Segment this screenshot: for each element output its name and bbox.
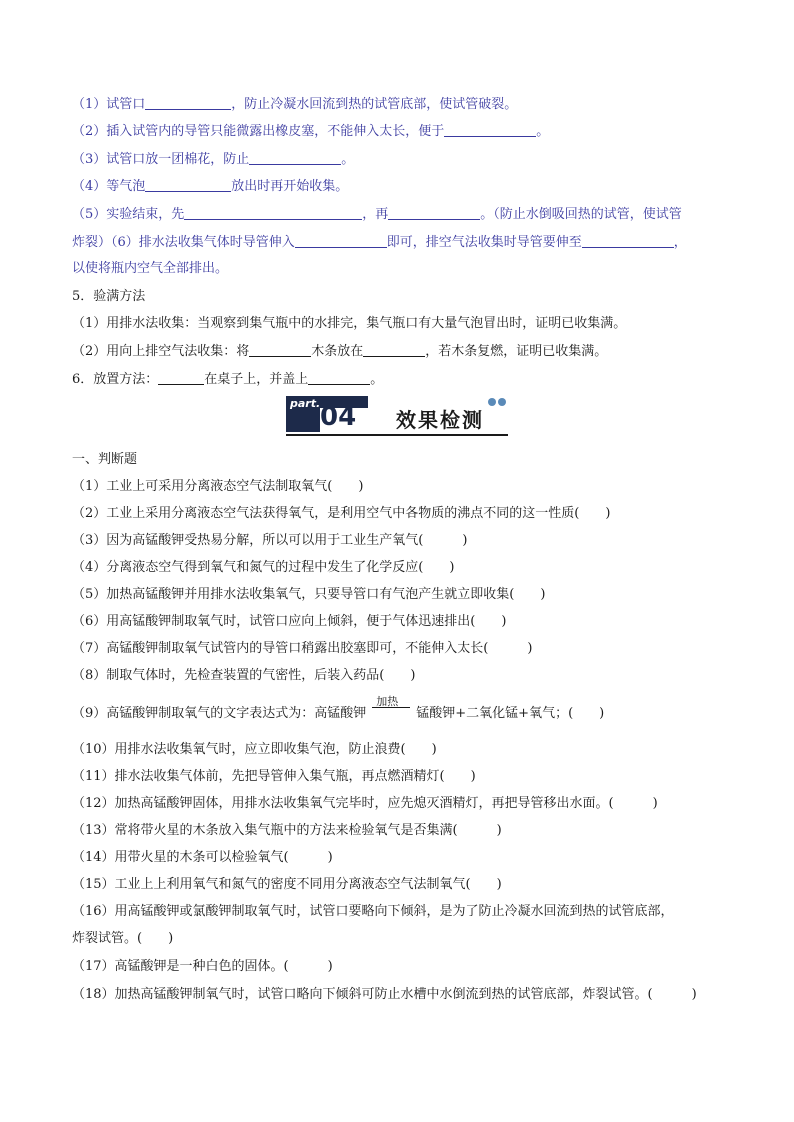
quiz-item: （4）分离液态空气得到氧气和氮气的过程中发生了化学反应( ) xyxy=(72,560,455,575)
review-line-4 xyxy=(72,177,348,196)
text: 即可，排空气法收集时导管要伸至 xyxy=(386,235,582,250)
quiz-item-16-a: （16）用高锰酸钾或氯酸钾制取氧气时，试管口要略向下倾斜，是为了防止冷凝水回流到热的试管底部， xyxy=(72,904,674,919)
text: ， xyxy=(673,235,687,250)
section-5-heading: 5．验满方法 xyxy=(72,289,146,304)
section-5-line-1: （1）用排水法收集：当观察到集气瓶中的水排完，集气瓶口有大量气泡冒出时，证明已收集满。 xyxy=(72,316,627,331)
quiz-item: （1）工业上可采用分离液态空气法制取氧气( ) xyxy=(72,479,364,494)
quiz-item: （17）高锰酸钾是一种白色的固体。( ) xyxy=(72,959,333,974)
quiz-item-9 xyxy=(72,695,605,723)
text: 6．放置方法： xyxy=(72,372,159,387)
answer-blank xyxy=(388,205,480,220)
answer-blank xyxy=(145,177,231,192)
text: （2）插入试管内的导管只能微露出橡皮塞，不能伸入太长，便于 xyxy=(72,124,445,139)
quiz-item: （14）用带火星的木条可以检验氧气( ) xyxy=(72,850,333,865)
review-line-7: 以使将瓶内空气全部排出。 xyxy=(72,261,229,276)
text: （3）试管口放一团棉花，防止 xyxy=(72,152,250,167)
review-line-6 xyxy=(72,233,687,252)
reaction-arrow xyxy=(366,695,416,723)
quiz-item: （13）常将带火星的木条放入集气瓶中的方法来检验氧气是否集满( ) xyxy=(72,823,502,838)
banner-rule xyxy=(286,434,508,436)
text: （2）用向上排空气法收集：将 xyxy=(72,344,250,359)
text: 炸裂）（6）排水法收集气体时导管伸入 xyxy=(72,235,295,250)
answer-blank xyxy=(295,233,387,248)
quiz-item: （7）高锰酸钾制取氧气试管内的导管口稍露出胶塞即可，不能伸入太长( ) xyxy=(72,641,533,656)
quiz-item: （11）排水法收集气体前，先把导管伸入集气瓶，再点燃酒精灯( ) xyxy=(72,769,476,784)
quiz-item: （5）加热高锰酸钾并用排水法收集氧气，只要导管口有气泡产生就立即收集( ) xyxy=(72,587,546,602)
answer-blank xyxy=(444,122,536,137)
quiz-item: （3）因为高锰酸钾受热易分解，所以可以用于工业生产氧气( ) xyxy=(72,533,468,548)
section-5-line-2 xyxy=(72,342,607,361)
banner-part-label: part. xyxy=(290,397,321,410)
text: 。 xyxy=(370,372,384,387)
section-6-line xyxy=(72,370,383,389)
text: 。（防止水倒吸回热的试管，使试管 xyxy=(480,207,682,222)
answer-blank xyxy=(158,370,204,385)
review-line-5 xyxy=(72,205,682,224)
text: ，防止冷凝水回流到热的试管底部，使试管破裂。 xyxy=(231,97,518,112)
quiz-item: （12）加热高锰酸钾固体，用排水法收集氧气完毕时，应先熄灭酒精灯，再把导管移出水面。( ) xyxy=(72,796,658,811)
text: 。 xyxy=(536,124,550,139)
reaction-condition: 加热 xyxy=(376,695,399,708)
text: 。 xyxy=(341,152,355,167)
text: 木条放在 xyxy=(311,344,364,359)
droplet-icon xyxy=(498,398,506,406)
answer-blank xyxy=(184,205,362,220)
text: （5）实验结束，先 xyxy=(72,207,185,222)
droplet-icon xyxy=(488,398,496,406)
banner-number: 04 xyxy=(320,402,357,432)
answer-blank xyxy=(582,233,674,248)
text: 锰酸钾+二氧化锰+氧气；( ) xyxy=(416,706,605,721)
text: （1）试管口 xyxy=(72,97,146,112)
review-line-2 xyxy=(72,122,549,141)
text: 在桌子上，并盖上 xyxy=(204,372,309,387)
quiz-item: （15）工业上上利用氧气和氮气的密度不同用分离液态空气法制氧气( ) xyxy=(72,877,502,892)
review-line-3 xyxy=(72,150,354,169)
quiz-item: （6）用高锰酸钾制取氧气时，试管口应向上倾斜，便于气体迅速排出( ) xyxy=(72,614,507,629)
answer-blank xyxy=(145,95,231,110)
quiz-heading: 一、判断题 xyxy=(72,452,138,467)
answer-blank xyxy=(308,370,370,385)
droplets-icon xyxy=(486,396,508,408)
banner-title: 效果检测 xyxy=(396,408,484,432)
reaction-bar xyxy=(372,707,410,708)
answer-blank xyxy=(249,150,341,165)
quiz-item: （18）加热高锰酸钾制氧气时，试管口略向下倾斜可防止水槽中水倒流到热的试管底部，炸裂试管。( ) xyxy=(72,987,697,1002)
review-line-1 xyxy=(72,95,517,114)
text: ，再 xyxy=(362,207,389,222)
answer-blank xyxy=(363,342,425,357)
quiz-item-16-b: 炸裂试管。( ) xyxy=(72,931,174,946)
quiz-item: （8）制取气体时，先检查装置的气密性，后装入药品( ) xyxy=(72,668,416,683)
quiz-item: （2）工业上采用分离液态空气法获得氧气，是利用空气中各物质的沸点不同的这一性质( ) xyxy=(72,506,611,521)
text: （9）高锰酸钾制取氧气的文字表达式为：高锰酸钾 xyxy=(72,706,367,721)
text: ，若木条复燃，证明已收集满。 xyxy=(425,344,608,359)
text: （4）等气泡 xyxy=(72,179,146,194)
answer-blank xyxy=(249,342,311,357)
text: 放出时再开始收集。 xyxy=(231,179,349,194)
quiz-item: （10）用排水法收集氧气时，应立即收集气泡，防止浪费( ) xyxy=(72,742,437,757)
section-banner xyxy=(286,396,508,438)
